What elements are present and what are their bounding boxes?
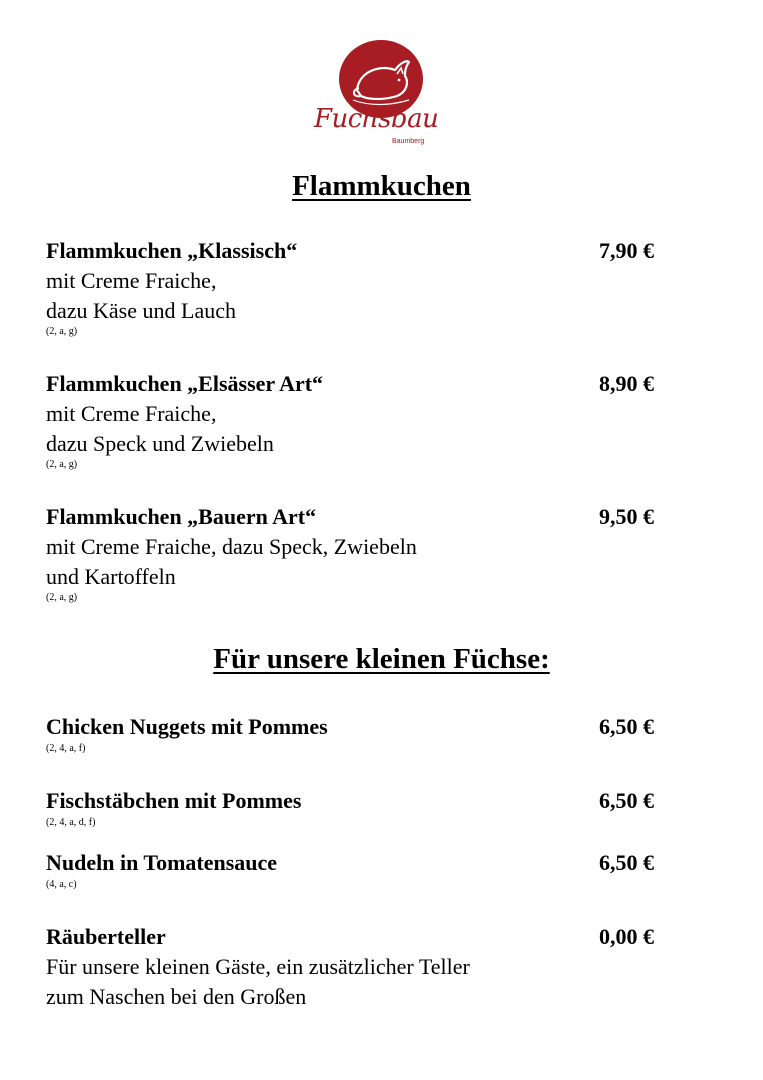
item-allergens: (2, a, g) bbox=[46, 592, 78, 603]
item-price: 6,50 € bbox=[599, 850, 654, 875]
menu-item bbox=[46, 786, 666, 829]
item-name: Flammkuchen „Klassisch“ bbox=[46, 238, 298, 263]
menu-item bbox=[46, 712, 666, 755]
item-allergens: (4, a, c) bbox=[46, 879, 77, 890]
item-price: 8,90 € bbox=[599, 371, 654, 396]
menu-item bbox=[46, 922, 666, 1011]
item-name: Flammkuchen „Elsässer Art“ bbox=[46, 371, 324, 396]
item-name: Räuberteller bbox=[46, 924, 166, 949]
item-name: Flammkuchen „Bauern Art“ bbox=[46, 504, 317, 529]
item-allergens: (2, a, g) bbox=[46, 326, 78, 337]
section-title-flammkuchen: Flammkuchen bbox=[292, 170, 471, 202]
item-description: mit Creme Fraiche, bbox=[46, 268, 217, 293]
item-description: zum Naschen bei den Großen bbox=[46, 983, 307, 1009]
item-description: mit Creme Fraiche, dazu Speck, Zwiebeln bbox=[46, 534, 417, 559]
item-allergens: (2, 4, a, f) bbox=[46, 743, 86, 754]
fuchsbau-logo bbox=[312, 38, 452, 150]
item-description: Für unsere kleinen Gäste, ein zusätzlicher Teller bbox=[46, 954, 470, 979]
item-price: 9,50 € bbox=[599, 504, 654, 529]
menu-item bbox=[46, 502, 666, 604]
item-price: 6,50 € bbox=[599, 714, 654, 739]
item-description: dazu Käse und Lauch bbox=[46, 297, 236, 323]
item-price: 0,00 € bbox=[599, 924, 654, 949]
menu-item bbox=[46, 369, 666, 471]
item-name: Nudeln in Tomatensauce bbox=[46, 850, 278, 875]
menu-item bbox=[46, 236, 666, 338]
item-description: dazu Speck und Zwiebeln bbox=[46, 430, 274, 456]
item-allergens: (2, a, g) bbox=[46, 459, 78, 470]
item-name: Chicken Nuggets mit Pommes bbox=[46, 714, 328, 739]
item-description: mit Creme Fraiche, bbox=[46, 401, 217, 426]
item-description: und Kartoffeln bbox=[46, 563, 176, 589]
item-price: 7,90 € bbox=[599, 238, 654, 263]
menu-item bbox=[46, 848, 666, 891]
section-title-kids: Für unsere kleinen Füchse: bbox=[213, 643, 550, 675]
item-name: Fischstäbchen mit Pommes bbox=[46, 788, 302, 813]
item-allergens: (2, 4, a, d, f) bbox=[46, 817, 96, 828]
item-price: 6,50 € bbox=[599, 788, 654, 813]
brand-wordmark: Fuchsbau bbox=[314, 104, 439, 134]
brand-subtitle: Baumberg bbox=[392, 138, 425, 145]
